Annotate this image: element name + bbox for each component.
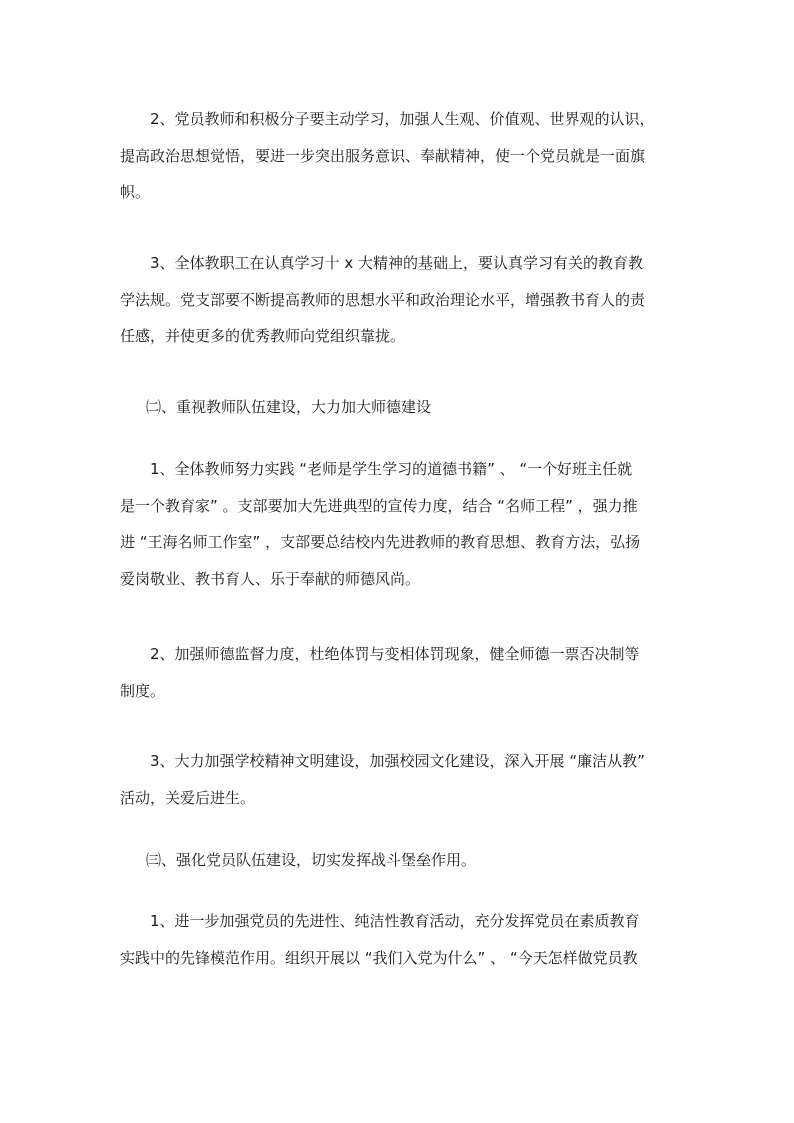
paragraph-line: 提高政治思想觉悟，要进一步突出服务意识、奉献精神，使一个党员就是一面旗: [120, 146, 646, 165]
paragraph-teacher-practice: [120, 451, 690, 597]
heading-line: ㈢、强化党员队伍建设，切实发挥战斗堡垒作用。: [146, 851, 477, 869]
paragraph-line: 帜。: [120, 183, 151, 201]
paragraph-line: 进 “王海名师工作室” ，支部要总结校内先进教师的教育思想、教育方法，弘扬: [120, 533, 641, 551]
paragraph-line: 1、全体教师努力实践 “老师是学生学习的道德书籍” 、 “一个好班主任就: [150, 460, 633, 478]
paragraph-staff-study: [120, 245, 690, 355]
heading-line: ㈡、重视教师队伍建设，大力加大师德建设: [146, 398, 432, 416]
paragraph-line: 学法规。党支部要不断提高教师的思想水平和政治理论水平，增强教书育人的责: [120, 290, 646, 309]
paragraph-line: 实践中的先锋模范作用。组织开展以 “我们入党为什么” 、 “今天怎样做党员教: [120, 948, 638, 967]
section-heading-teacher-ethics: [120, 389, 690, 426]
paragraph-line: 3、大力加强学校精神文明建设，加强校园文化建设，深入开展 “廉洁从教”: [150, 752, 645, 770]
paragraph-line: 爱岗敬业、教书育人、乐于奉献的师德风尚。: [120, 569, 421, 588]
paragraph-line: 3、全体教职工在认真学习十 x 大精神的基础上，要认真学习有关的教育教: [150, 254, 643, 272]
paragraph-line: 是一个教育家” 。支部要加大先进典型的宣传力度，结合 “名师工程” ，强力推: [120, 496, 638, 515]
paragraph-line: 2、党员教师和积极分子要主动学习，加强人生观、价值观、世界观的认识，: [150, 110, 655, 128]
paragraph-party-members-study: [120, 101, 690, 211]
paragraph-line: 2、加强师德监督力度，杜绝体罚与变相体罚现象，健全师德一票否决制等: [150, 645, 640, 663]
paragraph-line: 活动，关爱后进生。: [120, 788, 256, 807]
paragraph-line: 制度。: [120, 681, 166, 700]
paragraph-line: 1、进一步加强党员的先进性、纯洁性教育活动，充分发挥党员在素质教育: [150, 912, 640, 930]
section-heading-party-team: [120, 842, 690, 879]
paragraph-line: 任感，并使更多的优秀教师向党组织靠拢。: [120, 327, 406, 345]
paragraph-campus-culture: [120, 743, 690, 816]
paragraph-ethics-supervision: [120, 636, 690, 709]
paragraph-party-education: [120, 903, 690, 976]
